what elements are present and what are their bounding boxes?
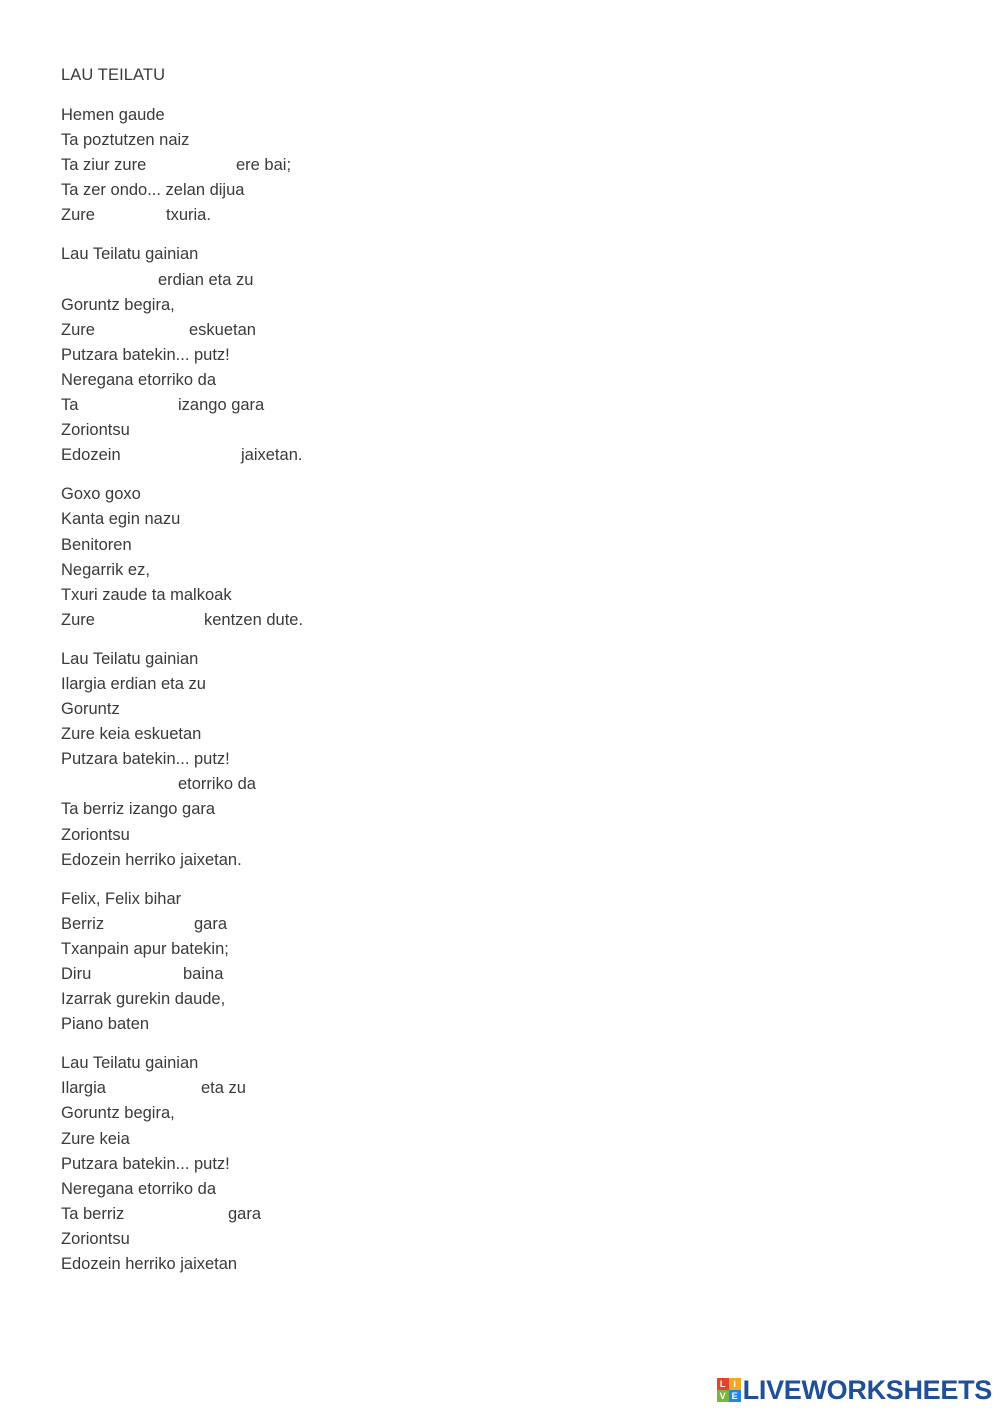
lyric-line <box>61 1152 621 1177</box>
lyric-text: Diru <box>61 965 92 983</box>
lyric-text: Goruntz begira, <box>61 295 175 314</box>
stanza <box>61 242 621 468</box>
lyric-text: Ta berriz <box>61 1204 125 1223</box>
lyric-line <box>61 1076 621 1101</box>
lyric-text-after-blank: jaixetan. <box>241 446 303 465</box>
lyric-line <box>61 962 621 987</box>
lyric-line <box>61 823 621 848</box>
lyric-line <box>61 1252 621 1277</box>
lyric-text: Goruntz <box>61 700 120 719</box>
lyric-text: Txuri zaude ta malkoak <box>61 585 232 604</box>
song-title: LAU TEILATU <box>61 66 166 84</box>
lyric-line <box>61 418 621 443</box>
lyric-text: Ilargia <box>61 1079 106 1098</box>
lyric-text: Putzara batekin... putz! <box>61 345 230 364</box>
lyric-text: Ta ziur zure <box>61 156 147 175</box>
lyric-line <box>61 937 621 962</box>
lyric-text: Lau Teilatu gainian <box>61 649 199 668</box>
lyric-text: Edozein herriko jaixetan <box>61 1255 238 1274</box>
lyric-text: Zoriontsu <box>61 825 130 844</box>
stanza <box>61 1051 621 1277</box>
lyric-text-after-blank: izango gara <box>178 396 265 415</box>
lyric-text: Neregana etorriko da <box>61 370 217 389</box>
lyric-line <box>61 393 621 418</box>
lyric-text: Kanta egin nazu <box>61 510 181 529</box>
lyric-text-after-blank: eskuetan <box>189 320 256 339</box>
lyric-line <box>61 1051 621 1076</box>
lyrics <box>61 103 621 1277</box>
logo-mark-letter: L <box>717 1378 729 1390</box>
stanza <box>61 647 621 873</box>
lyric-text: Ta poztutzen naiz <box>61 131 190 150</box>
lyric-line <box>61 1012 621 1037</box>
lyric-line <box>61 672 621 697</box>
lyric-line <box>61 318 621 343</box>
liveworksheets-logo-icon <box>717 1378 741 1402</box>
lyric-text: Edozein herriko jaixetan. <box>61 850 242 869</box>
lyric-line <box>61 482 621 507</box>
lyric-text: Putzara batekin... putz! <box>61 750 230 769</box>
lyric-text: Edozein <box>61 446 121 465</box>
worksheet-page <box>61 64 621 1291</box>
lyric-text-after-blank: kentzen dute. <box>204 610 304 629</box>
liveworksheets-logo-text: LIVEWORKSHEETS <box>742 1374 992 1405</box>
lyric-text: Zure keia eskuetan <box>61 725 202 744</box>
lyric-text: Felix, Felix bihar <box>61 889 182 908</box>
lyric-text-after-blank: gara <box>228 1204 262 1223</box>
lyric-text: Zoriontsu <box>61 1229 130 1248</box>
lyric-text: Lau Teilatu gainian <box>61 1054 199 1073</box>
lyric-text: Zure <box>61 610 95 629</box>
lyric-line <box>61 1227 621 1252</box>
stanza <box>61 887 621 1038</box>
stanza <box>61 482 621 633</box>
lyric-line <box>61 772 621 797</box>
lyric-line <box>61 1202 621 1227</box>
lyric-text: Ta <box>61 396 79 415</box>
lyric-line <box>61 1101 621 1126</box>
lyric-line <box>61 912 621 937</box>
lyric-text-after-blank: ere bai; <box>236 156 292 175</box>
lyric-line <box>61 987 621 1012</box>
lyric-line <box>61 533 621 558</box>
lyric-line <box>61 887 621 912</box>
lyric-line <box>61 647 621 672</box>
lyric-text-after-blank: erdian eta zu <box>158 270 254 289</box>
lyric-line <box>61 242 621 267</box>
lyric-line <box>61 747 621 772</box>
lyric-text: Putzara batekin... putz! <box>61 1154 230 1173</box>
lyric-text: Ilargia erdian eta zu <box>61 674 206 693</box>
lyric-text-after-blank: eta zu <box>201 1079 246 1098</box>
lyric-line <box>61 697 621 722</box>
lyric-text: Zure keia <box>61 1129 130 1148</box>
lyric-text: Lau Teilatu gainian <box>61 245 199 264</box>
lyric-line <box>61 443 621 468</box>
lyric-line <box>61 797 621 822</box>
logo-mark-letter: I <box>729 1378 741 1390</box>
lyric-line <box>61 103 621 128</box>
lyric-line <box>61 722 621 747</box>
lyric-text-after-blank: baina <box>183 965 224 983</box>
lyric-text: Zure <box>61 206 95 225</box>
stanza <box>61 103 621 228</box>
lyric-text: Berriz <box>61 914 105 933</box>
lyric-text: Ta berriz izango gara <box>61 800 216 819</box>
lyric-text: Goruntz begira, <box>61 1104 175 1123</box>
lyric-line <box>61 128 621 153</box>
lyric-text: Piano baten <box>61 1015 150 1034</box>
lyric-line <box>61 343 621 368</box>
lyric-line <box>61 583 621 608</box>
lyric-text: Txanpain apur batekin; <box>61 939 229 958</box>
lyric-line <box>61 293 621 318</box>
lyric-text: Ta zer ondo... zelan dijua <box>61 181 245 200</box>
liveworksheets-logo <box>717 1373 992 1407</box>
lyric-line <box>61 1177 621 1202</box>
logo-mark-letter: E <box>729 1390 741 1402</box>
lyric-line <box>61 558 621 583</box>
lyric-text: Negarrik ez, <box>61 560 150 579</box>
lyric-text: Benitoren <box>61 535 132 554</box>
lyric-line <box>61 608 621 633</box>
lyric-text: Izarrak gurekin daude, <box>61 990 226 1009</box>
logo-mark-letter: V <box>717 1390 729 1402</box>
lyric-line <box>61 268 621 293</box>
lyric-line <box>61 178 621 203</box>
lyric-line <box>61 848 621 873</box>
lyric-text-after-blank: etorriko da <box>178 775 256 794</box>
lyric-line <box>61 203 621 228</box>
lyric-line <box>61 507 621 532</box>
lyric-line <box>61 368 621 393</box>
lyric-text-after-blank: txuria. <box>166 206 211 225</box>
lyric-line <box>61 153 621 178</box>
lyric-text: Zure <box>61 320 95 339</box>
lyric-text: Goxo goxo <box>61 485 141 504</box>
lyric-text: Zoriontsu <box>61 421 130 440</box>
lyric-line <box>61 1127 621 1152</box>
lyric-text: Neregana etorriko da <box>61 1179 217 1198</box>
lyric-text-after-blank: gara <box>194 914 228 933</box>
lyric-text: Hemen gaude <box>61 106 165 124</box>
